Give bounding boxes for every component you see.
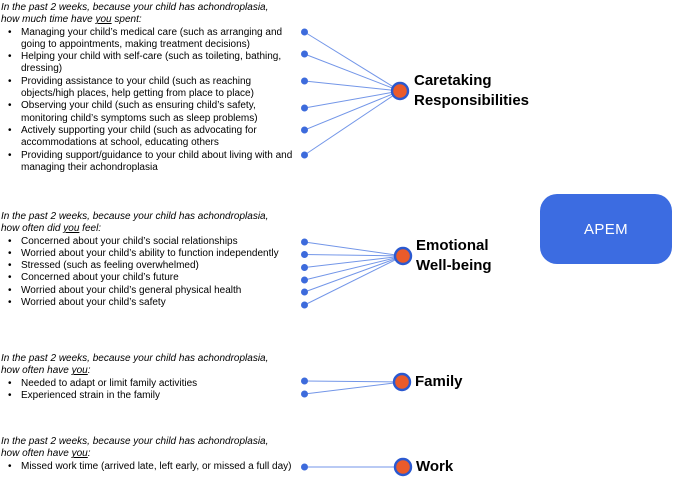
factor-node-family xyxy=(394,374,410,390)
questionnaire-item: • Worried about your child’s general physical health xyxy=(1,285,303,297)
question-section-emotional-well-being xyxy=(1,211,303,309)
item-to-factor-line xyxy=(305,256,404,305)
questionnaire-item: • Missed work time (arrived late, left early, or missed a full day) xyxy=(1,461,303,473)
factor-label-line: Emotional xyxy=(416,237,489,254)
item-to-factor-line xyxy=(305,91,401,130)
factor-label-work xyxy=(416,457,453,477)
section-header-line2 xyxy=(1,365,303,377)
item-to-factor-line xyxy=(305,255,404,257)
questionnaire-item: • Concerned about your child’s future xyxy=(1,272,303,284)
questionnaire-item: • Needed to adapt or limit family activities xyxy=(1,378,303,390)
header-underlined-word: you xyxy=(71,365,88,377)
question-list xyxy=(1,27,303,175)
item-to-factor-line xyxy=(305,256,404,280)
questionnaire-item: • Experienced strain in the family xyxy=(1,390,303,402)
question-list xyxy=(1,236,303,310)
questionnaire-item: • Concerned about your child’s social relationships xyxy=(1,236,303,248)
section-header-line2 xyxy=(1,223,303,235)
section-header-line1: In the past 2 weeks, because your child has achondroplasia, xyxy=(1,353,269,364)
header-suffix: : xyxy=(87,448,91,460)
questionnaire-item: • Providing support/guidance to your child about living with and managing their achondroplasia xyxy=(1,150,303,175)
header-prefix: how often have xyxy=(1,448,72,460)
apem-label: APEM xyxy=(583,220,629,238)
header-prefix: how often have xyxy=(1,365,72,377)
item-to-factor-line xyxy=(305,54,401,91)
factor-node-emotional-well-being xyxy=(395,248,411,264)
questionnaire-item: • Helping your child with self-care (such as toileting, bathing, dressing) xyxy=(1,51,303,76)
header-underlined-word: you xyxy=(63,223,80,235)
item-to-factor-line xyxy=(305,382,403,394)
header-underlined-word: you xyxy=(95,14,112,26)
questionnaire-item: • Providing assistance to your child (such as reaching objects/high places, help getting from place to place) xyxy=(1,76,303,101)
item-to-factor-line xyxy=(305,91,401,108)
header-prefix: how often did xyxy=(1,223,64,235)
question-list xyxy=(1,378,303,403)
section-header-line1: In the past 2 weeks, because your child has achondroplasia, xyxy=(1,211,269,222)
factor-label-line: Well-being xyxy=(416,257,492,274)
header-underlined-word: you xyxy=(71,448,88,460)
factor-label-emotional-well-being xyxy=(416,236,492,276)
factor-label-caretaking-responsibilities xyxy=(414,71,529,111)
question-list xyxy=(1,461,303,473)
header-suffix: : xyxy=(87,365,91,377)
questionnaire-item: • Observing your child (such as ensuring child’s safety, monitoring child’s symptoms such as sleep problems) xyxy=(1,100,303,125)
item-to-factor-line xyxy=(305,242,404,256)
item-to-factor-line xyxy=(305,381,403,382)
question-section-work xyxy=(1,436,303,473)
factor-label-line: Family xyxy=(415,373,463,390)
questionnaire-item: • Worried about your child’s safety xyxy=(1,297,303,309)
factor-node-caretaking-responsibilities xyxy=(392,83,408,99)
section-header-line1: In the past 2 weeks, because your child has achondroplasia, xyxy=(1,2,269,13)
questionnaire-item: • Actively supporting your child (such as advocating for accommodations at school, educating others xyxy=(1,125,303,150)
factor-label-line: Caretaking xyxy=(414,72,492,89)
apem-node xyxy=(540,194,672,264)
questionnaire-item: • Worried about your child’s ability to function independently xyxy=(1,248,303,260)
factor-node-work xyxy=(395,459,411,475)
section-header-line2 xyxy=(1,14,303,26)
header-prefix: how much time have xyxy=(1,14,96,26)
questionnaire-item: • Managing your child’s medical care (such as arranging and going to appointments, making treatment decisions) xyxy=(1,27,303,52)
header-suffix: feel: xyxy=(79,223,102,235)
item-to-factor-line xyxy=(305,91,401,155)
factor-label-line: Responsibilities xyxy=(414,92,530,109)
section-header-line1: In the past 2 weeks, because your child has achondroplasia, xyxy=(1,436,269,447)
question-section-family xyxy=(1,353,303,402)
questionnaire-item: • Stressed (such as feeling overwhelmed) xyxy=(1,260,303,272)
question-section-caretaking-responsibilities xyxy=(1,2,303,174)
factor-label-line: Work xyxy=(416,458,454,475)
section-header-line2 xyxy=(1,448,303,460)
header-suffix: spent: xyxy=(111,14,142,26)
factor-label-family xyxy=(415,372,463,392)
